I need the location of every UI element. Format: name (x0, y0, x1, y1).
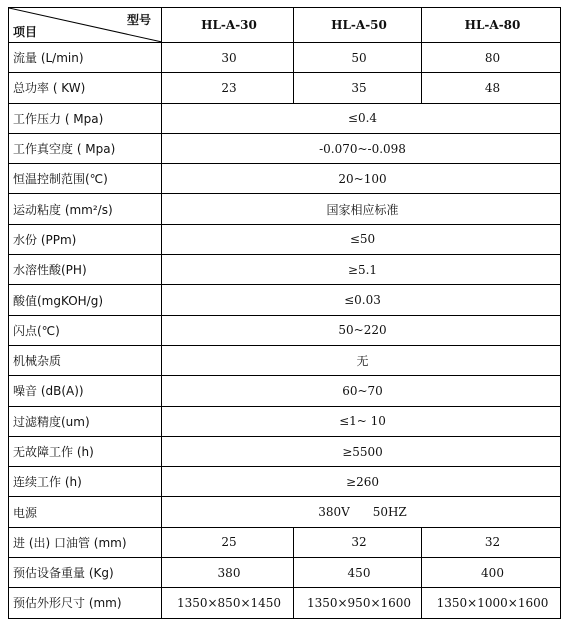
row-label (9, 345, 162, 375)
model-header-2: HL-A-50 (294, 8, 422, 43)
row-label-text: 过滤精度(um) (13, 414, 90, 429)
merged-value-cell: 国家相应标准 (162, 194, 561, 224)
row-label (9, 164, 162, 194)
table-row (9, 376, 561, 406)
merged-value-cell: -0.070~-0.098 (162, 133, 561, 163)
row-label-text: 连续工作 (h) (13, 475, 82, 490)
merged-value-cell: ≤0.4 (162, 103, 561, 133)
row-label (9, 194, 162, 224)
table-row (9, 103, 561, 133)
table-row (9, 133, 561, 163)
corner-cell (9, 8, 162, 43)
table-row (9, 345, 561, 375)
table-row (9, 285, 561, 315)
table-row (9, 406, 561, 436)
merged-value-cell: 60~70 (162, 376, 561, 406)
row-label (9, 588, 162, 618)
row-label (9, 376, 162, 406)
row-label-text: 噪音 (dB(A)) (13, 384, 84, 399)
row-label (9, 73, 162, 103)
value-cell: 32 (422, 527, 561, 557)
table-row (9, 43, 561, 73)
value-cell: 50 (294, 43, 422, 73)
value-cell: 1350×850×1450 (162, 588, 294, 618)
value-cell: 35 (294, 73, 422, 103)
table-row (9, 315, 561, 345)
row-label-text: 预估设备重量 (Kg) (13, 566, 114, 581)
merged-value-cell: ≤1~ 10 (162, 406, 561, 436)
row-label-text: 预估外形尺寸 (mm) (13, 596, 122, 611)
row-label-text: 流量 (L/min) (13, 51, 84, 66)
merged-value-cell: ≤0.03 (162, 285, 561, 315)
value-cell: 25 (162, 527, 294, 557)
row-label-text: 水溶性酸(PH) (13, 263, 87, 278)
row-label-text: 水份 (PPm) (13, 232, 77, 247)
merged-value-cell: ≥260 (162, 467, 561, 497)
table-row (9, 164, 561, 194)
row-label (9, 43, 162, 73)
row-label-text: 酸值(mgKOH/g) (13, 293, 104, 308)
merged-value-cell: ≤50 (162, 224, 561, 254)
row-label (9, 436, 162, 466)
table-row (9, 73, 561, 103)
row-label (9, 103, 162, 133)
row-label-text: 工作真空度 ( Mpa) (13, 142, 116, 157)
table-row (9, 436, 561, 466)
merged-value-cell: 380V 50HZ (162, 497, 561, 527)
model-header-label: 型号 (126, 13, 151, 27)
table-row (9, 224, 561, 254)
value-cell: 80 (422, 43, 561, 73)
model-header-3: HL-A-80 (422, 8, 561, 43)
table-row (9, 467, 561, 497)
table-row (9, 558, 561, 588)
merged-value-cell: 50~220 (162, 315, 561, 345)
row-label (9, 255, 162, 285)
item-header-label: 项目 (13, 25, 38, 39)
row-label (9, 467, 162, 497)
model-header-1: HL-A-30 (162, 8, 294, 43)
value-cell: 30 (162, 43, 294, 73)
value-cell: 23 (162, 73, 294, 103)
row-label-text: 恒温控制范围(℃) (13, 172, 108, 187)
merged-value-cell: ≥5.1 (162, 255, 561, 285)
value-cell: 32 (294, 527, 422, 557)
table-row (9, 527, 561, 557)
merged-value-cell: 无 (162, 345, 561, 375)
table-row (9, 588, 561, 618)
merged-value-cell: 20~100 (162, 164, 561, 194)
row-label (9, 558, 162, 588)
row-label (9, 285, 162, 315)
merged-value-cell: ≥5500 (162, 436, 561, 466)
row-label (9, 406, 162, 436)
value-cell: 1350×1000×1600 (422, 588, 561, 618)
table-row (9, 255, 561, 285)
value-cell: 400 (422, 558, 561, 588)
row-label (9, 315, 162, 345)
value-cell: 450 (294, 558, 422, 588)
table-row (9, 194, 561, 224)
row-label-text: 闪点(℃) (13, 323, 60, 338)
row-label (9, 527, 162, 557)
row-label-text: 工作压力 ( Mpa) (13, 111, 104, 126)
row-label (9, 224, 162, 254)
row-label-text: 机械杂质 (13, 354, 62, 369)
row-label-text: 无故障工作 (h) (13, 445, 94, 459)
spec-table (8, 7, 561, 619)
header-row (9, 8, 561, 43)
row-label-text: 总功率 ( KW) (13, 81, 86, 96)
value-cell: 380 (162, 558, 294, 588)
value-cell: 1350×950×1600 (294, 588, 422, 618)
row-label (9, 497, 162, 527)
row-label (9, 133, 162, 163)
row-label-text: 电源 (13, 505, 38, 520)
row-label-text: 运动粘度 (mm²/s) (13, 202, 113, 217)
value-cell: 48 (422, 73, 561, 103)
table-row (9, 497, 561, 527)
row-label-text: 进 (出) 口油管 (mm) (13, 535, 127, 550)
